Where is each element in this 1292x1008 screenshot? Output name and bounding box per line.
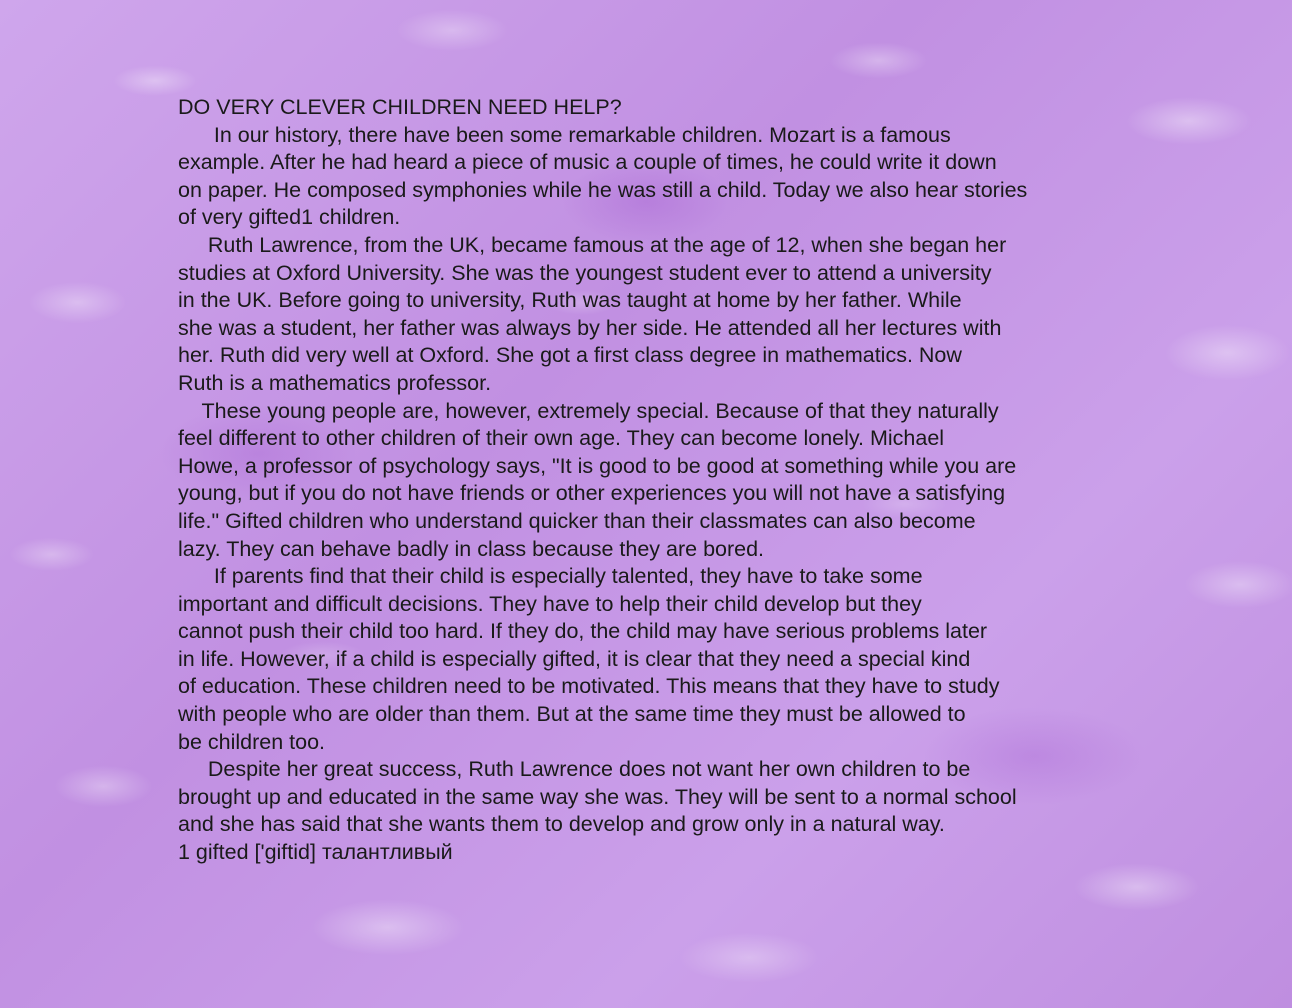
text-line: lazy. They can behave badly in class because they are bored.: [178, 536, 765, 561]
text-line: important and difficult decisions. They have to help their child develop but they: [178, 591, 922, 616]
text-line: young, but if you do not have friends or other experiences you will not have a satisfying: [178, 481, 1006, 506]
text-line: cannot push their child too hard. If they do, the child may have serious problems later: [178, 619, 988, 644]
text-line: she was a student, her father was always by her side. He attended all her lectures with: [178, 315, 1002, 340]
text-line: Despite her great success, Ruth Lawrence does not want her own children to be: [178, 757, 971, 782]
text-line: Ruth is a mathematics professor.: [178, 370, 492, 395]
text-line: with people who are older than them. But at the same time they must be allowed to: [178, 702, 966, 727]
text-line: feel different to other children of their own age. They can become lonely. Michael: [178, 426, 945, 451]
text-line: be children too.: [178, 729, 326, 754]
text-line: life." Gifted children who understand quicker than their classmates can also become: [178, 508, 976, 533]
text-line: of education. These children need to be motivated. This means that they have to study: [178, 674, 1000, 699]
text-line: Howe, a professor of psychology says, "It is good to be good at something while you are: [178, 453, 1017, 478]
text-line: studies at Oxford University. She was the youngest student ever to attend a university: [178, 260, 992, 285]
text-line: In our history, there have been some remarkable children. Mozart is a famous: [178, 122, 951, 147]
text-line: in the UK. Before going to university, Ruth was taught at home by her father. While: [178, 288, 962, 313]
text-line: brought up and educated in the same way she was. They will be sent to a normal school: [178, 784, 1017, 809]
text-line: of very gifted1 children.: [178, 205, 401, 230]
article: [178, 94, 1178, 867]
text-line: in life. However, if a child is especially gifted, it is clear that they need a special kind: [178, 646, 971, 671]
footnote: 1 gifted ['giftid] талантливый: [178, 840, 453, 865]
text-line: and she has said that she wants them to develop and grow only in a natural way.: [178, 812, 945, 837]
text-line: These young people are, however, extremely special. Because of that they naturally: [178, 398, 999, 423]
text-line: her. Ruth did very well at Oxford. She got a first class degree in mathematics. Now: [178, 343, 962, 368]
text-line: If parents find that their child is especially talented, they have to take some: [178, 564, 923, 589]
article-title: DO VERY CLEVER CHILDREN NEED HELP?: [178, 95, 622, 119]
text-line: Ruth Lawrence, from the UK, became famous at the age of 12, when she began her: [178, 232, 1007, 257]
text-line: example. After he had heard a piece of music a couple of times, he could write it down: [178, 150, 997, 175]
text-line: on paper. He composed symphonies while he was still a child. Today we also hear stories: [178, 177, 1028, 202]
